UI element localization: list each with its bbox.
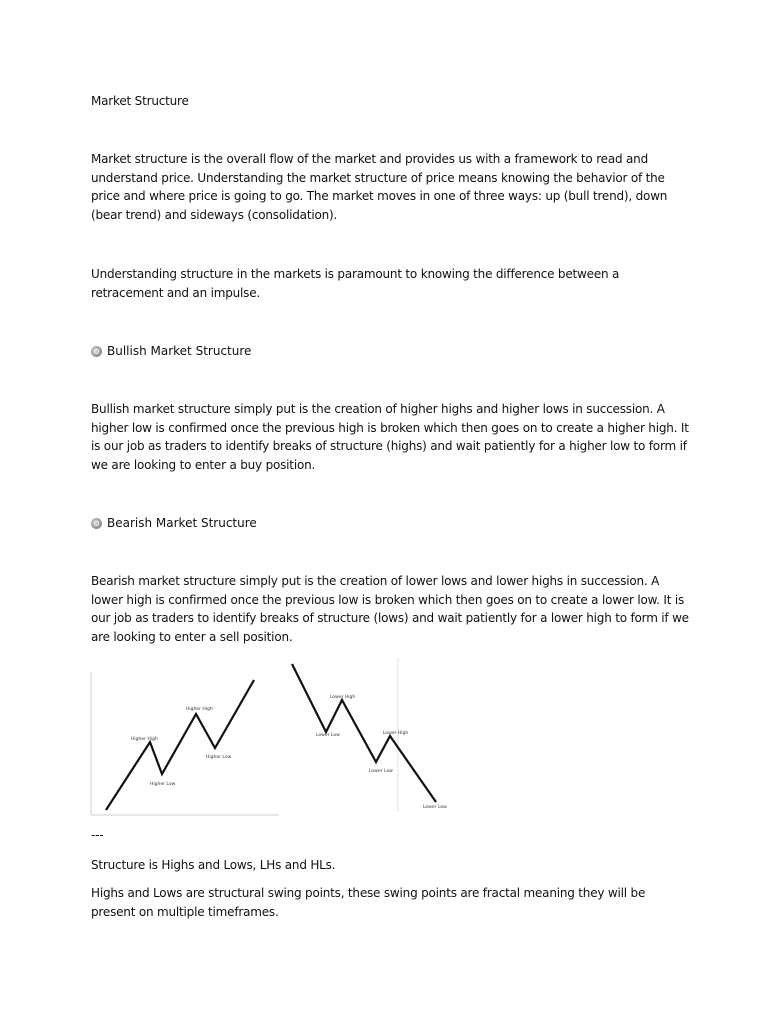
label-lower-low-2: Lower Low: [369, 769, 393, 774]
intro-paragraph: Market structure is the overall flow of the market and provides us with a framework to read and understand price. Understanding the market structure of price means knowing the behavior of the price and where price is going to go. The market moves in one of three ways: up (bull trend), down (bear trend) and sideways (consolidation).: [91, 152, 668, 222]
label-higher-low-2: Higher Low: [206, 755, 232, 760]
bearish-heading: Bearish Market Structure: [107, 516, 257, 530]
bullet-icon: [91, 518, 102, 529]
bullish-price-line: [106, 680, 254, 810]
bearish-price-line: [292, 664, 436, 802]
doc-title: Market Structure: [91, 94, 189, 108]
label-higher-high-2: Higher High: [186, 707, 213, 712]
label-lower-low-1: Lower Low: [316, 733, 340, 738]
bearish-heading-row: [91, 514, 257, 532]
fractal-paragraph: Highs and Lows are structural swing points, these swing points are fractal meaning they will be present on multiple timeframes.: [91, 886, 646, 919]
importance-paragraph: Understanding structure in the markets is paramount to knowing the difference between a retracement and an impulse.: [91, 267, 620, 300]
bearish-structure-diagram: [286, 656, 456, 814]
bullish-structure-diagram: [88, 670, 280, 818]
bullet-icon: [91, 346, 102, 357]
summary-paragraph: Structure is Highs and Lows, LHs and HLs.: [91, 858, 336, 872]
bearish-paragraph: Bearish market structure simply put is the creation of lower lows and lower highs in succession. A lower high is confirmed once the previous low is broken which then goes on to create a lower low. It is our job as traders to identify breaks of structure (lows) and wait patiently for a lower high to form if we are looking to enter a sell position.: [91, 574, 689, 644]
label-lower-high-1: Lower High: [330, 695, 356, 700]
bullish-heading-row: [91, 342, 251, 360]
label-higher-high-1: Higher High: [131, 737, 158, 742]
bullish-heading: Bullish Market Structure: [107, 344, 252, 358]
label-higher-low-1: Higher Low: [150, 782, 176, 787]
separator: ---: [91, 828, 104, 842]
label-lower-low-3: Lower Low: [423, 805, 447, 810]
label-lower-high-2: Lower High: [383, 731, 409, 736]
bullish-paragraph: Bullish market structure simply put is the creation of higher highs and higher lows in succession. A higher low is confirmed once the previous high is broken which then goes on to create a higher high. It is our job as traders to identify breaks of structure (highs) and wait patiently for a higher low to form if we are looking to enter a buy position.: [91, 402, 689, 472]
